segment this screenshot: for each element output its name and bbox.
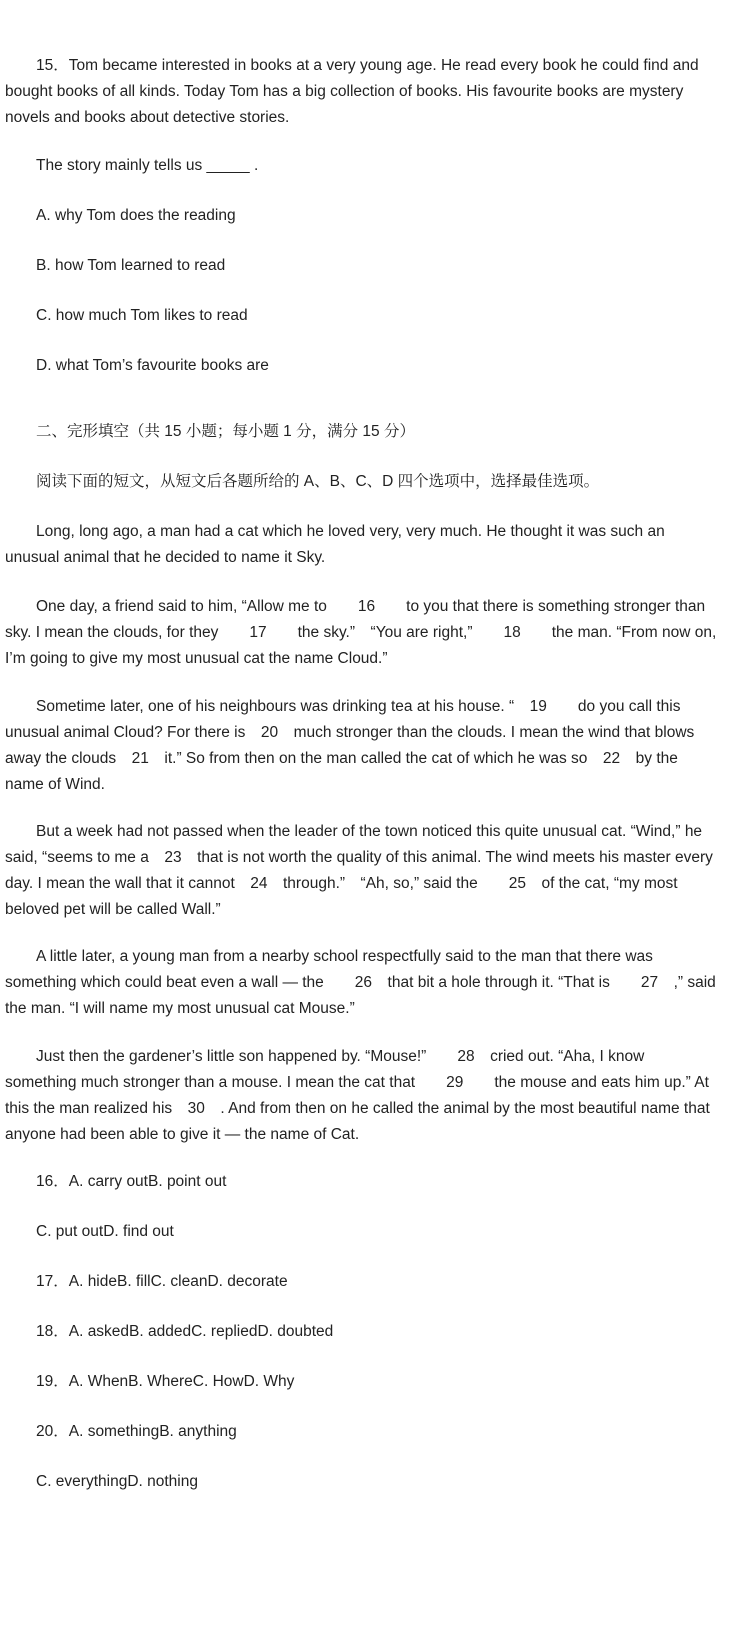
q15-option-b: B. how Tom learned to read <box>36 257 226 274</box>
q15-passage: 15．Tom became interested in books at a very young age. He read every book he could find and bought books of all kinds. Today Tom has a big collection of books. His favourite books are mystery novels and books about detective stories. <box>5 57 699 126</box>
option-line: 17．A. hideB. fillC. cleanD. decorate <box>36 1273 288 1290</box>
cloze-paragraph: But a week had not passed when the leader of the town noticed this quite unusual cat. “Wind,” he said, “seems to me a 23 that is not worth the quality of this animal. The wind meets his master every day. I mean the wall that it cannot 24 through.” “Ah, so,” said the 25 of the cat, “my most beloved pet will be called Wall.” <box>5 823 713 918</box>
q15-option-a: A. why Tom does the reading <box>36 207 236 224</box>
cloze-paragraph: Sometime later, one of his neighbours was drinking tea at his house. “ 19 do you call this unusual animal Cloud? For there is 20 much stronger than the clouds. I mean the wind that blows away the clouds 21 it.” So from then on the man called the cat of which he was so 22 by the name of Wind. <box>5 698 695 793</box>
option-line: 20．A. somethingB. anything <box>36 1423 237 1440</box>
section-instruction: 阅读下面的短文，从短文后各题所给的 A、B、C、D 四个选项中，选择最佳选项。 <box>36 473 600 490</box>
option-line: 18．A. askedB. addedC. repliedD. doubted <box>36 1323 334 1340</box>
q15-question: The story mainly tells us _____ . <box>36 157 259 174</box>
cloze-paragraph: A little later, a young man from a nearby school respectfully said to the man that there was something which could beat even a wall — the 26 that bit a hole through it. “That is 27 ,” said the man. “I will name my most unusual cat Mouse.” <box>5 948 716 1017</box>
option-line: 19．A. WhenB. WhereC. HowD. Why <box>36 1373 295 1390</box>
cloze-paragraph: One day, a friend said to him, “Allow me to 16 to you that there is something stronger than sky. I mean the clouds, for they 17 the sky.” “You are right,” 18 the man. “From now on, I’m going to give my most unusual cat the name Cloud.” <box>5 598 717 667</box>
option-line: C. everythingD. nothing <box>36 1473 198 1490</box>
q15-option-c: C. how much Tom likes to read <box>36 307 248 324</box>
option-line: 16．A. carry outB. point out <box>36 1173 227 1190</box>
section-heading: 二、完形填空（共 15 小题；每小题 1 分，满分 15 分） <box>36 423 415 440</box>
cloze-paragraph: Just then the gardener’s little son happened by. “Mouse!” 28 cried out. “Aha, I know something much stronger than a mouse. I mean the cat that 29 the mouse and eats him up.” At this the man realized his 30 . And from then on he called the animal by the most beautiful name that anyone had been able to give it — the name of Cat. <box>5 1048 710 1143</box>
option-line: C. put outD. find out <box>36 1223 174 1240</box>
cloze-paragraph: Long, long ago, a man had a cat which he loved very, very much. He thought it was such an unusual animal that he decided to name it Sky. <box>5 523 665 566</box>
q15-option-d: D. what Tom’s favourite books are <box>36 357 269 374</box>
